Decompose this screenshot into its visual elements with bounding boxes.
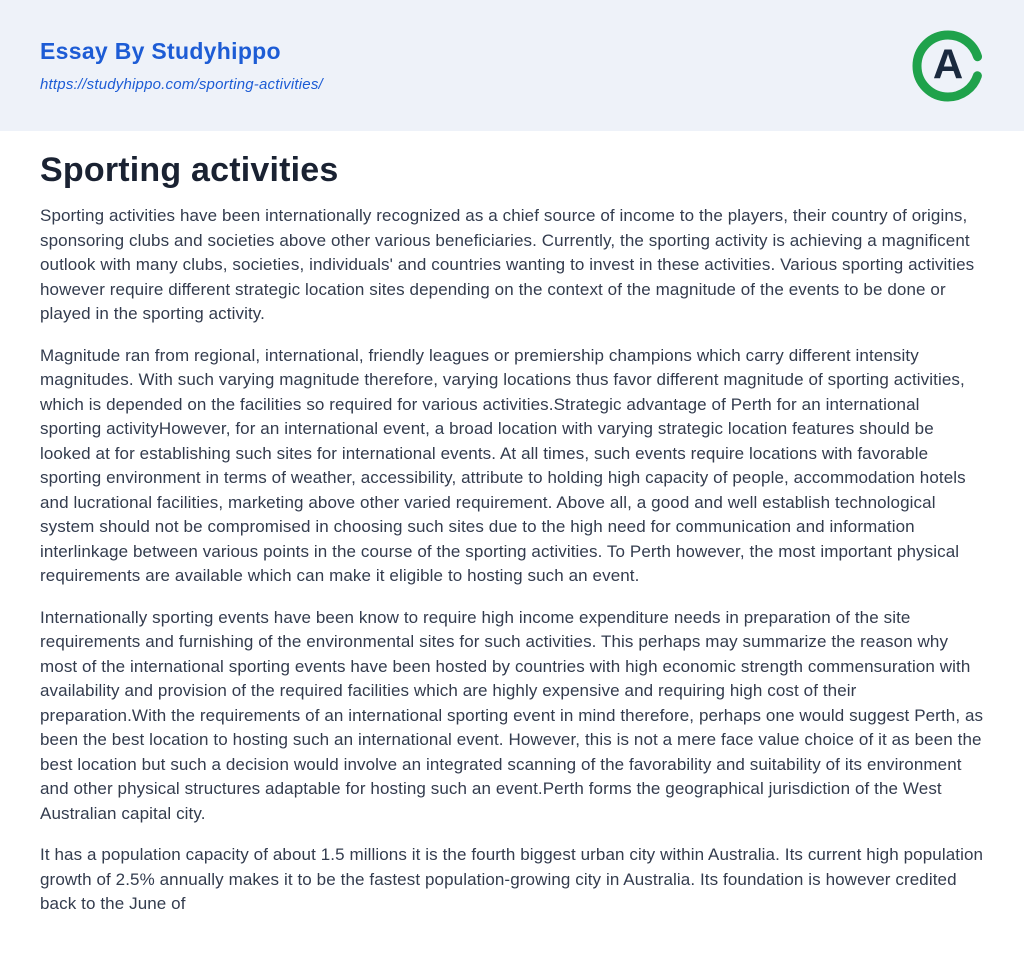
essay-paragraph: Internationally sporting events have been know to require high income expenditure needs in preparation of the site requirements and furnishing of the environmental sites for such activities. This perhaps may summarize the reason why most of the international sporting events have been hosted by countries with high economic strength commensuration with availability and provision of the required facilities which are highly expensive and requiring high cost of their preparation.With the requirements of an international sporting event in mind therefore, perhaps one would suggest Perth, as been the best location to hosting such an international event. However, this is not a mere face value choice of it as been the best location but such a decision would involve an integrated scanning of the favorability and suitability of its environment and other physical structures adaptable for hosting such an event.Perth forms the geographical jurisdiction of the West Australian capital city. <box>40 607 984 823</box>
header-text <box>40 38 323 93</box>
essay-paragraph: It has a population capacity of about 1.5 millions it is the fourth biggest urban city within Australia. Its current high population growth of 2.5% annually makes it to be the fastest population-growing city in Australia. Its foundation is however credited back to the June of <box>40 845 984 913</box>
article <box>0 131 1024 917</box>
essay-paragraph: Magnitude ran from regional, international, friendly leagues or premiership champions which carry different intensity magnitudes. With such varying magnitude therefore, varying locations thus favor different magnitude of sporting activities, which is depended on the facilities so required for various activities.Strategic advantage of Perth for an international sporting activityHowever, for an international event, a broad location with varying strategic location features should be looked at for establishing such sites for international events. At all times, such events require locations with favorable sporting environment in terms of weather, accessibility, attribute to holding high capacity of people, accommodation hotels and lucrational facilities, marketing above other varied requirement. Above all, a good and well establish technological system should not be compromised in choosing such sites due to the high need for communication and information interlinkage between various points in the course of the sporting activities. To Perth however, the most important physical requirements are available which can make it eligible to hosting such an event. <box>40 345 966 585</box>
essay-paragraph: Sporting activities have been internationally recognized as a chief source of income to the players, their country of origins, sponsoring clubs and societies above other various beneficiaries. Currently, the sporting activity is achieving a magnificent outlook with many clubs, societies, individuals' and countries wanting to invest in these activities. Various sporting activities however require different strategic location sites depending on the context of the magnitude of the events to be done or played in the sporting activity. <box>40 206 975 323</box>
header <box>0 0 1024 131</box>
site-title: Essay By Studyhippo <box>40 38 281 64</box>
essay-title: Sporting activities <box>40 151 339 189</box>
source-url-link[interactable]: https://studyhippo.com/sporting-activities/ <box>40 76 323 93</box>
essay-body <box>40 204 984 917</box>
studyhippo-logo <box>912 30 984 102</box>
logo-letter: A <box>932 39 964 87</box>
